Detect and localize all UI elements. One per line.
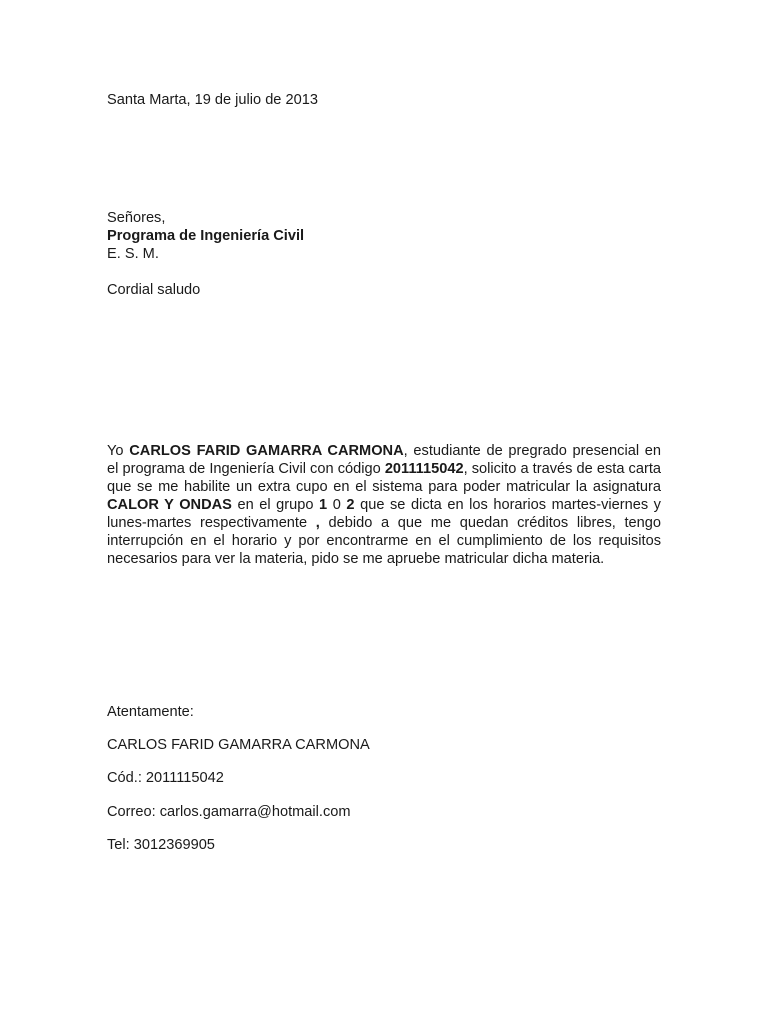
body-text-2: , estudiante de pregrado presencial en el programa de Ingeniería Civil con código bbox=[107, 443, 661, 477]
closing-line: Atentamente: bbox=[107, 704, 194, 720]
body-group-2: 2 bbox=[346, 497, 355, 513]
body-course-name: CALOR Y ONDAS bbox=[107, 497, 232, 513]
email-line: Correo: carlos.gamarra@hotmail.com bbox=[107, 804, 351, 820]
code-line: Cód.: 2011115042 bbox=[107, 770, 224, 786]
body-text-1: Yo bbox=[107, 443, 130, 459]
body-text-4: en el grupo bbox=[231, 497, 320, 513]
date-line: Santa Marta, 19 de julio de 2013 bbox=[107, 92, 318, 108]
body-bold-comma: , bbox=[315, 515, 320, 531]
esm-line: E. S. M. bbox=[107, 246, 159, 262]
body-text-7: debido a que me quedan créditos libres, tengo interrupción en el horario y por encontrarme en el cumplimiento de los requisitos necesarios para ver la materia, pido se me apruebe matricular dicha materia. bbox=[107, 515, 661, 567]
body-text-6: que se dicta en los horarios martes-viernes y lunes-martes respectivamente bbox=[107, 497, 661, 531]
signer-name: CARLOS FARID GAMARRA CARMONA bbox=[107, 737, 370, 753]
body-group-1: 1 bbox=[319, 497, 328, 513]
recipient-line: Programa de Ingeniería Civil bbox=[107, 228, 305, 244]
salutation-line: Señores, bbox=[107, 210, 166, 226]
body-text-3: , solicito a través de esta carta que se me habilite un extra cupo en el sistema para poder matricular la asignatura bbox=[107, 461, 661, 495]
body-student-code: 2011115042 bbox=[384, 461, 464, 477]
greeting-line: Cordial saludo bbox=[107, 282, 201, 298]
phone-line: Tel: 3012369905 bbox=[107, 837, 215, 853]
body-student-name: CARLOS FARID GAMARRA CARMONA bbox=[129, 443, 404, 459]
body-text-5: 0 bbox=[327, 497, 347, 513]
body-paragraph bbox=[107, 442, 661, 568]
